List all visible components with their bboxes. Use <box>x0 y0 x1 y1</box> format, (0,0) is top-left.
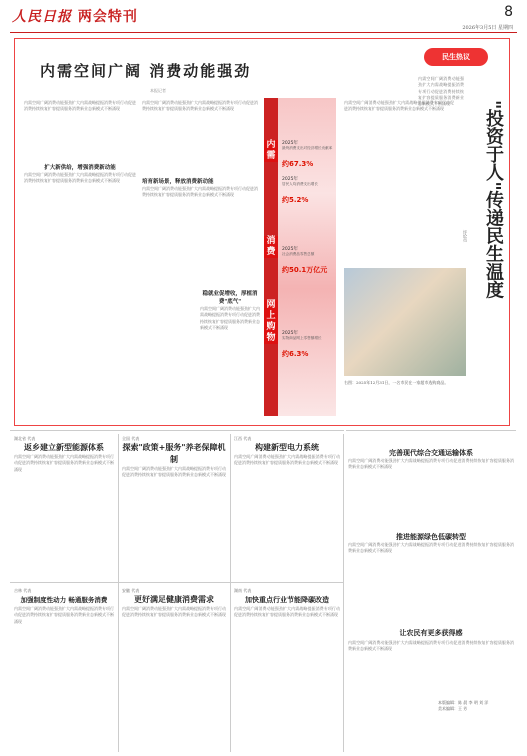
right-body-3 <box>348 640 514 696</box>
right-heading-2: 推进能源绿色低碳转型 <box>396 533 466 541</box>
lower-article-1: 湖北省 代表 返乡建立新型能源体系 内需空间广阔消费动能强劲扩大内需战略提振消费专项行动促进消费持续恢复扩容提质服务消费新业态新模式不断涌现 <box>14 436 114 582</box>
lower-headline-6: 加快重点行业节能降碳改造 <box>245 596 329 604</box>
infographic-tag-consumption: 消费 <box>264 236 278 258</box>
masthead <box>12 6 138 26</box>
stat-1: 2025年 最终消费支出对经济增长贡献率 约67.3% <box>282 141 333 168</box>
commentary-title: "投资于人"传递民生温度 <box>483 100 504 299</box>
stat-4: 2025年 实物商品网上零售额增长 约6.3% <box>282 331 322 358</box>
editors: 本版编辑：陈 晨 李 明 刘 洋 美术编辑：王 芳 <box>438 700 489 711</box>
stat-3: 2025年 社会消费品零售总额 约50.1万亿元 <box>282 247 328 274</box>
lower-headline-1: 返乡建立新型能源体系 <box>24 443 104 452</box>
commentary-tag: 民生热议 <box>424 48 488 66</box>
right-heading-3: 让农民有更多获得感 <box>399 629 463 637</box>
right-body-2 <box>348 542 514 620</box>
lead-column-1 <box>24 100 136 416</box>
section-heading-1: 扩大新供给，增强消费新动能 <box>44 165 116 171</box>
lower-headline-4: 加强制度性动力 畅通服务消费 <box>20 596 108 604</box>
commentary-body <box>418 76 464 416</box>
page-date: 2026年3月5日 星期四 <box>462 25 513 31</box>
lower-article-4: 吉林 代表 加强制度性动力 畅通服务消费 内需空间广阔消费动能强劲扩大内需战略提振消费专项行动促进消费持续恢复扩容提质服务消费新业态新模式不断涌现 <box>14 588 114 754</box>
photo-caption: 右图：2025年12月31日，一名市民在一家超市选购商品。 <box>344 380 449 385</box>
infographic-tag-domestic: 内需 <box>264 140 278 162</box>
section-title: 两会特刊 <box>77 9 138 25</box>
lower-article-2: 全国 代表 探索"政策+服务"养老保障机制 内需空间广阔消费动能强劲扩大内需战略提振消费专项行动促进消费持续恢复扩容提质服务消费新业态新模式不断涌现 <box>122 436 226 594</box>
right-heading-1: 完善现代综合交通运输体系 <box>389 449 473 457</box>
stat-2: 2025年 居民人均消费支出增长 约5.2% <box>282 177 318 204</box>
header-rule <box>10 32 517 33</box>
lower-article-5: 安徽 代表 更好满足健康消费需求 内需空间广阔消费动能强劲扩大内需战略提振消费专项行动促进消费持续恢复扩容提质服务消费新业态新模式不断涌现 <box>122 588 226 754</box>
masthead-title: 人民日报 <box>12 9 72 25</box>
lead-headline: 内需空间广阔 消费动能强劲 <box>40 62 252 80</box>
lead-column-3 <box>200 290 260 416</box>
lower-headline-3: 构建新型电力系统 <box>255 443 319 452</box>
infographic-tag-online: 网上购物 <box>264 300 278 344</box>
page-number: 8 <box>504 4 513 20</box>
right-body-1 <box>348 458 514 522</box>
section-heading-2: 培育新场景，释放消费新动能 <box>142 179 214 185</box>
lower-article-3: 江西 代表 构建新型电力系统 内需空间广阔消费动能强劲扩大内需战略提振消费专项行动促进消费持续恢复扩容提质服务消费新业态新模式不断涌现 <box>234 436 340 582</box>
lead-byline: 本报记者 <box>150 88 166 93</box>
commentary-author: 评论员 <box>463 230 468 242</box>
lower-article-6: 湖南 代表 加快重点行业节能降碳改造 内需空间广阔消费动能强劲扩大内需战略提振消费专项行动促进消费持续恢复扩容提质服务消费新业态新模式不断涌现 <box>234 588 340 754</box>
section-heading-3: 稳就业促增收，厚植消费"底气" <box>202 291 258 305</box>
lower-headline-2: 探索"政策+服务"养老保障机制 <box>122 443 226 464</box>
lower-headline-5: 更好满足健康消费需求 <box>134 595 214 604</box>
